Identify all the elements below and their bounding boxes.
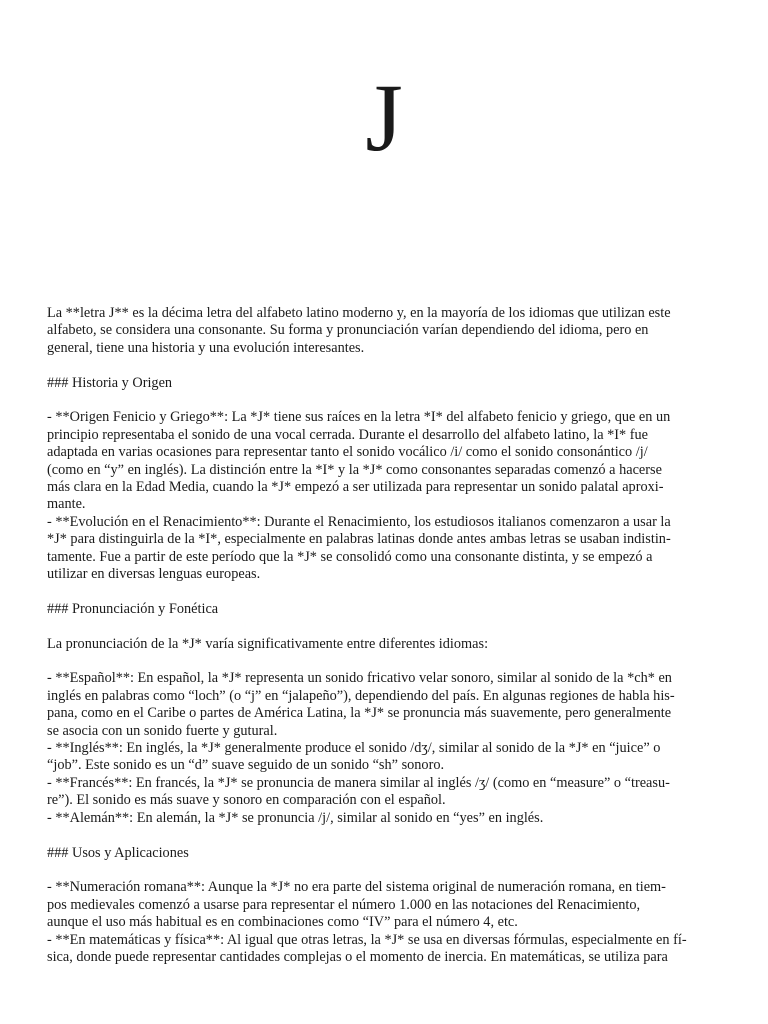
section-heading: ### Historia y Origen <box>47 374 173 391</box>
text-line: re”). El sonido es más suave y sonoro en comparación con el español. <box>47 792 446 809</box>
text-line: - **En matemáticas y física**: Al igual que otras letras, la *J* se usa en diversas fórmulas, especialmente en fí- <box>47 931 687 948</box>
text-line: La pronunciación de la *J* varía significativamente entre diferentes idiomas: <box>47 635 489 652</box>
section-heading: ### Usos y Aplicaciones <box>47 844 189 861</box>
text-line: - **Origen Fenicio y Griego**: La *J* tiene sus raíces en la letra *I* del alfabeto fenicio y griego, que en un <box>47 409 671 426</box>
text-line: pos medievales comenzó a usarse para representar el número 1.000 en las notaciones del Renacimiento, <box>47 896 641 913</box>
text-line: - **Alemán**: En alemán, la *J* se pronuncia /j/, similar al sonido en “yes” en inglés. <box>47 809 544 826</box>
text-line: alfabeto, se considera una consonante. Su forma y pronunciación varían dependiendo del idioma, pero en <box>47 322 649 339</box>
text-line: - **Español**: En español, la *J* representa un sonido fricativo velar sonoro, similar al sonido de la *ch* en <box>47 670 672 687</box>
text-line: (como en “y” en inglés). La distinción entre la *I* y la *J* como consonantes separadas comenzó a hacerse <box>47 461 662 478</box>
text-line: se asocia con un sonido fuerte y gutural. <box>47 722 278 739</box>
text-line: pana, como en el Caribe o partes de América Latina, la *J* se pronuncia más suavemente, pero generalmente <box>47 705 672 722</box>
text-line: principio representaba el sonido de una vocal cerrada. Durante el desarrollo del alfabeto latino, la *I* fue <box>47 426 649 443</box>
text-line: utilizar en diversas lenguas europeas. <box>47 566 261 583</box>
text-line: sica, donde puede representar cantidades complejas o el momento de inercia. En matemáticas, se utiliza para <box>47 948 668 965</box>
text-line: aunque el uso más habitual es en combinaciones como “IV” para el número 4, etc. <box>47 914 518 931</box>
text-line: - **Evolución en el Renacimiento**: Durante el Renacimiento, los estudiosos italianos comenzaron a usar la <box>47 513 671 530</box>
document-body <box>47 305 719 966</box>
text-line: “job”. Este sonido es un “d” suave seguido de un sonido “sh” sonoro. <box>47 757 445 774</box>
text-line: adaptada en varias ocasiones para representar tanto el sonido vocálico /i/ como el sonido consonántico /j/ <box>47 444 648 461</box>
text-line: - **Francés**: En francés, la *J* se pronuncia de manera similar al inglés /ʒ/ (como en “measure” o “treasu- <box>47 774 670 791</box>
text-line: mante. <box>47 496 86 513</box>
text-line: más clara en la Edad Media, cuando la *J* empezó a ser utilizada para representar un sonido palatal aproxi- <box>47 479 664 496</box>
text-line: inglés en palabras como “loch” (o “j” en “jalapeño”), dependiendo del país. En algunas regiones de habla his- <box>47 687 675 704</box>
text-line: - **Numeración romana**: Aunque la *J* no era parte del sistema original de numeración romana, en tiem- <box>47 879 666 896</box>
page-title: J <box>365 64 403 171</box>
text-line: tamente. Fue a partir de este período que la *J* se consolidó como una consonante distinta, y se empezó a <box>47 548 653 565</box>
section-heading: ### Pronunciación y Fonética <box>47 600 219 617</box>
text-line: - **Inglés**: En inglés, la *J* generalmente produce el sonido /dʒ/, similar al sonido de la *J* en “juice” o <box>47 740 661 757</box>
text-line: general, tiene una historia y una evolución interesantes. <box>47 339 365 356</box>
text-line: *J* para distinguirla de la *I*, especialmente en palabras latinas donde antes ambas letras se usaban indistin- <box>47 531 671 548</box>
text-line: La **letra J** es la décima letra del alfabeto latino moderno y, en la mayoría de los idiomas que utilizan este <box>47 305 671 321</box>
